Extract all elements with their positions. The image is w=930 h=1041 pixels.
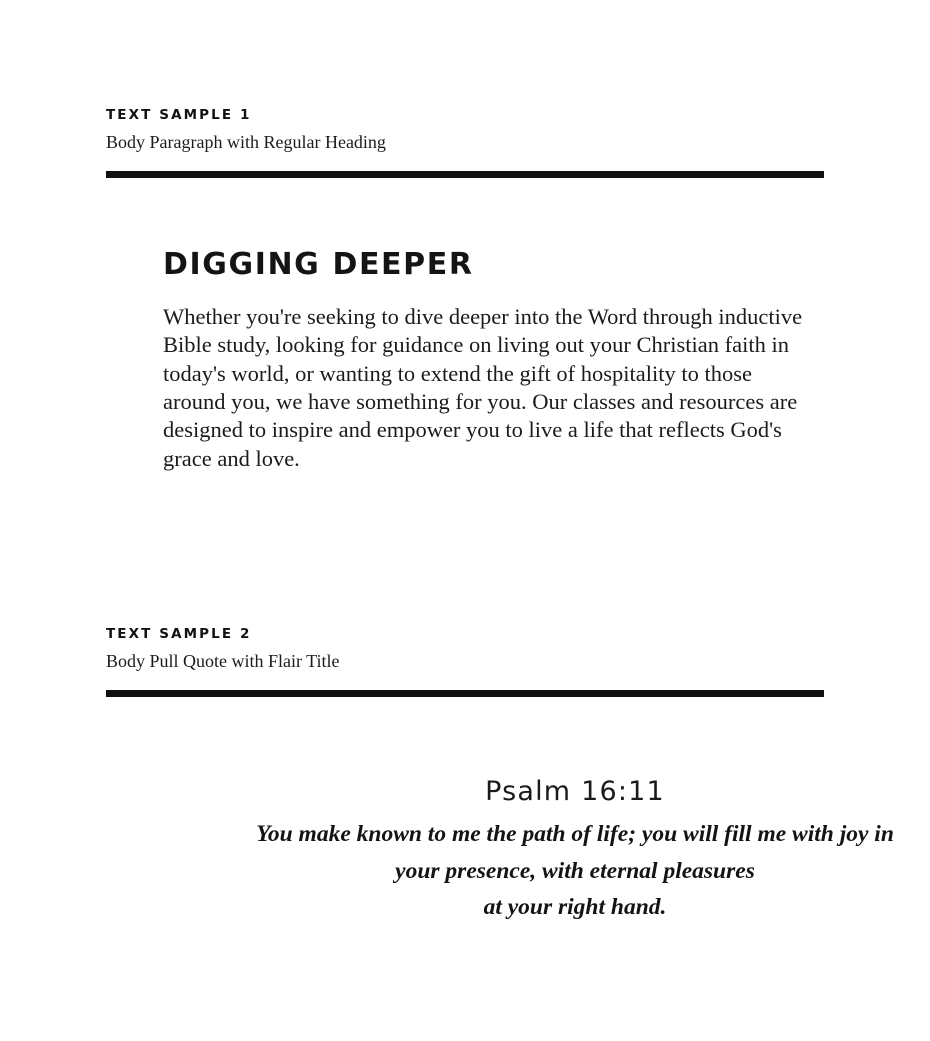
pull-quote-text — [225, 816, 925, 925]
text-sample-1-section — [0, 108, 930, 178]
specimen-1-heading: DIGGING DEEPER — [163, 247, 474, 282]
specimen-1-block — [0, 248, 930, 473]
pull-quote-line-1: You make known to me the path of life; you will fill me with joy in — [256, 821, 894, 848]
sample-1-label-block — [0, 108, 930, 153]
sample-1-label: TEXT SAMPLE 1 — [106, 107, 252, 123]
sample-2-label-block — [0, 627, 930, 672]
sample-2-description: Body Pull Quote with Flair Title — [106, 650, 340, 671]
specimen-1-body-paragraph: Whether you're seeking to dive deeper into the Word through inductive Bible study, looking for guidance on living out your Christian faith in today's world, or wanting to extend the gift of hospitality to those around you, we have something for you. Our classes and resources are designed to inspire and empower you to live a life that reflects God's grace and love. — [163, 304, 803, 471]
pull-quote-line-3: at your right hand. — [483, 894, 667, 921]
specimen-2-pull-quote — [0, 776, 930, 926]
sample-1-divider-rule — [106, 171, 824, 178]
text-sample-2-section — [0, 627, 930, 697]
pull-quote-title: Psalm 16:11 — [485, 776, 665, 807]
sample-1-description: Body Paragraph with Regular Heading — [106, 131, 386, 152]
sample-2-label: TEXT SAMPLE 2 — [106, 626, 252, 642]
sample-2-divider-rule — [106, 690, 824, 697]
pull-quote-line-2: your presence, with eternal pleasures — [395, 857, 755, 884]
